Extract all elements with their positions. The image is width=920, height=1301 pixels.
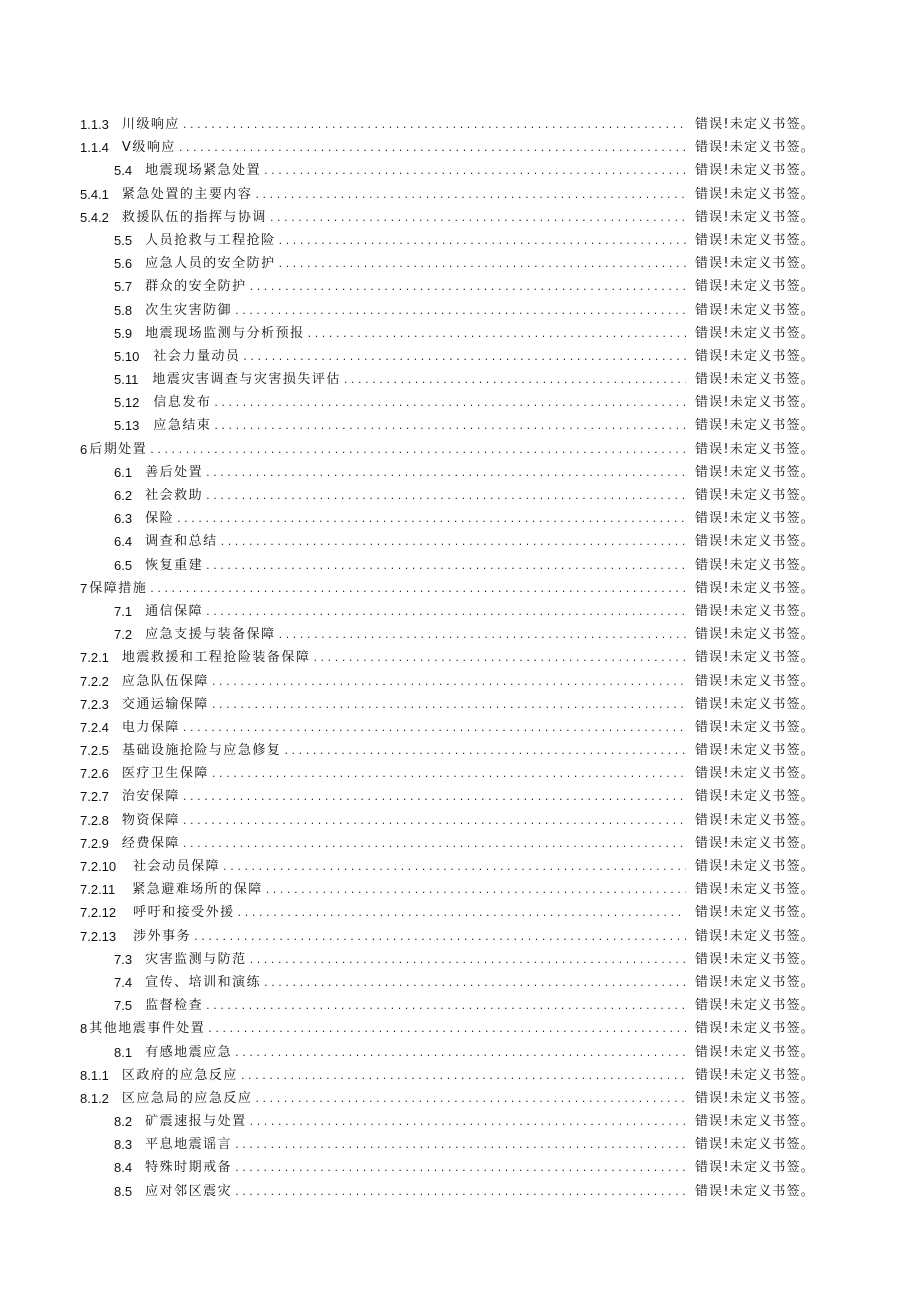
toc-entry-page-ref: 错误!未定义书签。 (694, 395, 815, 411)
toc-entry-number: 5.4 (114, 163, 133, 179)
toc-leader-dots (150, 577, 686, 600)
toc-entry-page-ref: 错误!未定义书签。 (694, 256, 815, 272)
toc-entry-title: 平息地震谣言 (145, 1137, 233, 1153)
toc-entry-page-ref: 错误!未定义书签。 (694, 1114, 815, 1130)
toc-entry-title: 救援队伍的指挥与协调 (121, 209, 267, 225)
toc-entry-title: 特殊时期戒备 (145, 1160, 233, 1176)
toc-entry-number: 6.3 (114, 511, 133, 527)
toc-entry-page-ref: 错误!未定义书签。 (694, 1183, 815, 1199)
toc-entry-page-ref: 错误!未定义书签。 (694, 974, 815, 990)
toc-entry-number: 7.2.13 (80, 928, 117, 944)
toc-entry-number: 7.2.12 (80, 905, 117, 921)
toc-entry-title: 灾害监测与防范 (145, 951, 247, 967)
toc-entry-number: 6 (80, 441, 88, 457)
toc-leader-dots (266, 878, 686, 901)
toc-entry-title: 宣传、培训和演练 (145, 974, 262, 990)
toc-entry-number: 5.10 (114, 348, 140, 364)
toc-entry-page-ref: 错误!未定义书签。 (694, 1090, 815, 1106)
toc-entry[interactable] (0, 368, 920, 391)
toc-entry-number: 7.2 (114, 627, 133, 643)
toc-entry[interactable] (0, 948, 920, 971)
toc-entry-page-ref: 错误!未定义书签。 (694, 1021, 815, 1037)
toc-entry-title: 应急队伍保障 (121, 673, 209, 689)
toc-entry-page-ref: 错误!未定义书签。 (694, 163, 815, 179)
toc-entry[interactable] (0, 809, 920, 832)
toc-entry-title: 社会力量动员 (153, 348, 241, 364)
toc-leader-dots (194, 925, 686, 948)
toc-entry-number: 7.2.2 (80, 673, 109, 689)
toc-entry-title: 群众的安全防护 (145, 279, 247, 295)
toc-entry-title: 医疗卫生保障 (121, 766, 209, 782)
toc-entry-title: 应急支援与装备保障 (145, 627, 276, 643)
toc-leader-dots (235, 1041, 686, 1064)
toc-entry-title: 人员抢救与工程抢险 (145, 232, 276, 248)
toc-leader-dots (241, 1064, 686, 1087)
toc-entry-number: 5.5 (114, 232, 133, 248)
toc-leader-dots (344, 368, 686, 391)
toc-entry-title: 调查和总结 (145, 534, 218, 550)
toc-entry-number: 8.3 (114, 1137, 133, 1153)
toc-leader-dots (183, 809, 686, 832)
toc-leader-dots (223, 855, 686, 878)
toc-entry[interactable] (0, 646, 920, 669)
toc-entry-title: 电力保障 (121, 719, 180, 735)
table-of-contents (0, 113, 920, 1203)
toc-leader-dots (206, 600, 686, 623)
toc-entry-number: 7.2.6 (80, 766, 109, 782)
toc-entry[interactable] (0, 878, 920, 901)
toc-leader-dots (250, 275, 686, 298)
toc-entry-page-ref: 错误!未定义书签。 (694, 835, 815, 851)
toc-entry-page-ref: 错误!未定义书签。 (694, 650, 815, 666)
toc-entry-title: 保险 (145, 511, 175, 527)
toc-leader-dots (250, 948, 686, 971)
toc-entry[interactable] (0, 716, 920, 739)
toc-entry[interactable] (0, 1017, 920, 1040)
toc-leader-dots (183, 716, 686, 739)
toc-entry-page-ref: 错误!未定义书签。 (694, 743, 815, 759)
toc-entry-title: 地震灾害调查与灾害损失评估 (152, 372, 341, 388)
toc-entry-number: 1.1.4 (80, 140, 109, 156)
toc-entry[interactable] (0, 554, 920, 577)
toc-leader-dots (179, 136, 686, 159)
toc-entry-title: 川级响应 (121, 117, 180, 132)
toc-entry[interactable] (0, 299, 920, 322)
toc-entry-title: 地震现场监测与分析预报 (145, 325, 305, 341)
toc-entry-page-ref: 错误!未定义书签。 (694, 998, 815, 1014)
toc-entry[interactable] (0, 345, 920, 368)
toc-entry-page-ref: 错误!未定义书签。 (694, 859, 815, 874)
toc-entry[interactable] (0, 1110, 920, 1133)
toc-entry-page-ref: 错误!未定义书签。 (694, 372, 815, 388)
toc-leader-dots (183, 785, 686, 808)
toc-entry-number: 8.2 (114, 1114, 133, 1130)
toc-entry[interactable] (0, 159, 920, 182)
toc-entry-page-ref: 错误!未定义书签。 (694, 511, 815, 527)
toc-leader-dots (214, 391, 686, 414)
toc-leader-dots (177, 507, 686, 530)
toc-entry-page-ref: 错误!未定义书签。 (694, 951, 815, 967)
toc-entry-number: 5.6 (114, 256, 133, 272)
toc-entry-number: 5.4.1 (80, 186, 109, 202)
toc-leader-dots (313, 646, 686, 669)
toc-entry-title: 应对邻区震灾 (145, 1183, 233, 1199)
toc-entry-page-ref: 错误!未定义书签。 (694, 1044, 815, 1060)
toc-entry[interactable] (0, 391, 920, 414)
toc-leader-dots (235, 1156, 686, 1179)
toc-entry-page-ref: 错误!未定义书签。 (694, 789, 815, 805)
toc-leader-dots (255, 183, 686, 206)
toc-entry-number: 8.1 (114, 1044, 133, 1060)
toc-entry[interactable] (0, 577, 920, 600)
toc-entry-title: 次生灾害防御 (145, 302, 233, 318)
toc-entry[interactable] (0, 670, 920, 693)
toc-entry-page-ref: 错误!未定义书签。 (694, 557, 815, 573)
toc-entry-number: 7.2.5 (80, 743, 109, 759)
toc-entry[interactable] (0, 693, 920, 716)
toc-entry-number: 7.2.8 (80, 812, 109, 828)
toc-leader-dots (206, 461, 686, 484)
toc-entry[interactable] (0, 739, 920, 762)
toc-entry-number: 8.1.1 (80, 1067, 109, 1083)
toc-entry[interactable] (0, 832, 920, 855)
toc-entry-number: 6.2 (114, 488, 133, 503)
toc-entry-title: 保障措施 (89, 580, 148, 596)
toc-entry[interactable] (0, 1133, 920, 1156)
toc-entry[interactable] (0, 785, 920, 808)
toc-entry-number: 5.9 (114, 325, 133, 341)
toc-entry-number: 6.1 (114, 464, 133, 480)
toc-entry-page-ref: 错误!未定义书签。 (694, 627, 815, 643)
toc-entry-title: 区应急局的应急反应 (121, 1090, 253, 1106)
toc-entry-number: 7.3 (114, 951, 133, 967)
toc-leader-dots (235, 1133, 686, 1156)
toc-entry[interactable] (0, 206, 920, 229)
toc-entry[interactable] (0, 925, 920, 948)
toc-entry-page-ref: 错误!未定义书签。 (694, 766, 815, 782)
toc-entry-number: 8.4 (114, 1160, 133, 1176)
toc-entry-title: 治安保障 (121, 789, 180, 805)
toc-leader-dots (264, 159, 686, 182)
toc-entry[interactable] (0, 600, 920, 623)
toc-entry-page-ref: 错误!未定义书签。 (694, 928, 815, 944)
toc-leader-dots (235, 299, 686, 322)
toc-entry-title: 社会动员保障 (133, 859, 221, 874)
toc-entry-number: 7.1 (114, 603, 133, 619)
toc-leader-dots (150, 438, 686, 461)
toc-entry-title: 社会救助 (145, 488, 204, 503)
toc-entry-title: 区政府的应急反应 (121, 1067, 238, 1083)
toc-leader-dots (279, 229, 686, 252)
toc-entry[interactable] (0, 623, 920, 646)
toc-entry[interactable] (0, 1041, 920, 1064)
toc-entry-title: 监督检查 (145, 998, 204, 1014)
toc-entry-page-ref: 错误!未定义书签。 (694, 209, 815, 225)
toc-entry-title: 通信保障 (145, 603, 204, 619)
toc-leader-dots (221, 530, 686, 553)
toc-leader-dots (264, 971, 686, 994)
toc-entry-page-ref: 错误!未定义书签。 (694, 882, 815, 898)
toc-leader-dots (308, 322, 686, 345)
toc-entry-title: 后期处置 (89, 441, 148, 457)
toc-entry-number: 7.4 (114, 974, 133, 990)
toc-entry-title: 有感地震应急 (145, 1044, 233, 1060)
toc-entry[interactable] (0, 855, 920, 878)
toc-entry-page-ref: 错误!未定义书签。 (694, 348, 815, 364)
toc-entry-page-ref: 错误!未定义书签。 (694, 302, 815, 318)
toc-entry-number: 8.5 (114, 1183, 133, 1199)
toc-leader-dots (270, 206, 686, 229)
toc-entry[interactable] (0, 113, 920, 136)
toc-entry-title: 恢复重建 (145, 557, 204, 573)
toc-entry-number: 5.7 (114, 279, 133, 295)
toc-leader-dots (206, 484, 686, 507)
toc-leader-dots (255, 1087, 686, 1110)
toc-entry-number: 7.2.7 (80, 789, 109, 805)
toc-entry-title: 矿震速报与处置 (145, 1114, 247, 1130)
toc-entry[interactable] (0, 507, 920, 530)
toc-entry[interactable] (0, 322, 920, 345)
toc-entry-page-ref: 错误!未定义书签。 (694, 673, 815, 689)
toc-entry[interactable] (0, 438, 920, 461)
toc-entry-title: 善后处置 (145, 464, 204, 480)
toc-entry-number: 5.12 (114, 395, 140, 411)
toc-entry-number: 7.2.4 (80, 719, 109, 735)
toc-entry-title: 紧急处置的主要内容 (121, 186, 253, 202)
toc-leader-dots (212, 693, 686, 716)
toc-leader-dots (250, 1110, 686, 1133)
toc-leader-dots (208, 1017, 686, 1040)
toc-entry-number: 7.2.3 (80, 696, 109, 712)
toc-entry-title: 基础设施抢险与应急修复 (121, 743, 282, 759)
toc-entry-number: 7.2.9 (80, 835, 109, 851)
toc-entry-number: 8 (80, 1021, 88, 1037)
toc-entry[interactable] (0, 530, 920, 553)
toc-entry-number: 1.1.3 (80, 117, 109, 132)
toc-leader-dots (212, 670, 686, 693)
toc-leader-dots (284, 739, 686, 762)
toc-entry[interactable] (0, 1064, 920, 1087)
toc-entry-number: 6.5 (114, 557, 133, 573)
toc-leader-dots (279, 623, 686, 646)
toc-entry-page-ref: 错误!未定义书签。 (694, 418, 815, 434)
toc-leader-dots (279, 252, 686, 275)
toc-entry-title: 呼吁和接受外援 (133, 905, 235, 921)
toc-entry-page-ref: 错误!未定义书签。 (694, 1137, 815, 1153)
toc-entry-page-ref: 错误!未定义书签。 (694, 1067, 815, 1083)
toc-entry-title: 信息发布 (153, 395, 212, 411)
toc-entry-title: 物资保障 (121, 812, 180, 828)
toc-leader-dots (183, 113, 686, 136)
toc-leader-dots (243, 345, 686, 368)
toc-entry-page-ref: 错误!未定义书签。 (694, 603, 815, 619)
toc-entry-page-ref: 错误!未定义书签。 (694, 905, 815, 921)
toc-entry[interactable] (0, 136, 920, 159)
toc-entry[interactable] (0, 1087, 920, 1110)
toc-entry-number: 7.2.10 (80, 859, 117, 874)
toc-entry-number: 5.4.2 (80, 209, 109, 225)
toc-entry-number: 7.5 (114, 998, 133, 1014)
toc-entry-page-ref: 错误!未定义书签。 (694, 812, 815, 828)
toc-entry-page-ref: 错误!未定义书签。 (694, 534, 815, 550)
toc-entry-page-ref: 错误!未定义书签。 (694, 140, 815, 156)
toc-entry-title: 紧急避难场所的保障 (132, 882, 263, 898)
toc-entry[interactable] (0, 901, 920, 924)
toc-entry-page-ref: 错误!未定义书签。 (694, 719, 815, 735)
toc-entry-title: 经费保障 (121, 835, 180, 851)
toc-entry[interactable] (0, 762, 920, 785)
toc-entry-page-ref: 错误!未定义书签。 (694, 186, 815, 202)
toc-leader-dots (212, 762, 686, 785)
toc-entry-title: 地震现场紧急处置 (145, 163, 262, 179)
toc-entry[interactable] (0, 275, 920, 298)
toc-entry-number: 8.1.2 (80, 1090, 109, 1106)
toc-leader-dots (206, 554, 686, 577)
toc-entry-page-ref: 错误!未定义书签。 (694, 279, 815, 295)
toc-leader-dots (206, 994, 686, 1017)
toc-leader-dots (214, 414, 686, 437)
toc-entry-title: 其他地震事件处置 (89, 1021, 206, 1037)
toc-entry-page-ref: 错误!未定义书签。 (694, 325, 815, 341)
toc-entry-title: 地震救援和工程抢险装备保障 (121, 650, 311, 666)
toc-entry-page-ref: 错误!未定义书签。 (694, 696, 815, 712)
toc-entry-number: 7 (80, 580, 88, 596)
toc-entry[interactable] (0, 183, 920, 206)
toc-entry[interactable] (0, 229, 920, 252)
toc-entry-page-ref: 错误!未定义书签。 (694, 464, 815, 480)
toc-entry-number: 6.4 (114, 534, 133, 550)
toc-entry-number: 5.13 (114, 418, 140, 434)
toc-leader-dots (183, 832, 686, 855)
toc-entry-number: 7.2.11 (80, 882, 116, 898)
toc-entry[interactable] (0, 461, 920, 484)
toc-entry-title: 涉外事务 (133, 928, 192, 944)
toc-entry-title: 交通运输保障 (121, 696, 209, 712)
toc-entry-number: 5.11 (114, 372, 139, 388)
toc-leader-dots (238, 901, 686, 924)
toc-entry-page-ref: 错误!未定义书签。 (694, 441, 815, 457)
toc-leader-dots (235, 1180, 686, 1203)
toc-entry-page-ref: 错误!未定义书签。 (694, 1160, 815, 1176)
toc-entry-page-ref: 错误!未定义书签。 (694, 580, 815, 596)
toc-entry-page-ref: 错误!未定义书签。 (694, 488, 815, 503)
toc-entry[interactable] (0, 1180, 920, 1203)
toc-entry[interactable] (0, 252, 920, 275)
toc-entry[interactable] (0, 414, 920, 437)
toc-entry-page-ref: 错误!未定义书签。 (694, 232, 815, 248)
toc-entry-number: 7.2.1 (80, 650, 109, 666)
toc-entry-number: 5.8 (114, 302, 133, 318)
toc-entry-title: V级响应 (121, 140, 176, 156)
toc-entry[interactable] (0, 1156, 920, 1179)
toc-entry[interactable] (0, 484, 920, 507)
toc-entry-page-ref: 错误!未定义书签。 (694, 117, 815, 132)
toc-entry[interactable] (0, 971, 920, 994)
toc-entry-title: 应急结束 (153, 418, 212, 434)
toc-entry[interactable] (0, 994, 920, 1017)
toc-entry-title: 应急人员的安全防护 (145, 256, 276, 272)
